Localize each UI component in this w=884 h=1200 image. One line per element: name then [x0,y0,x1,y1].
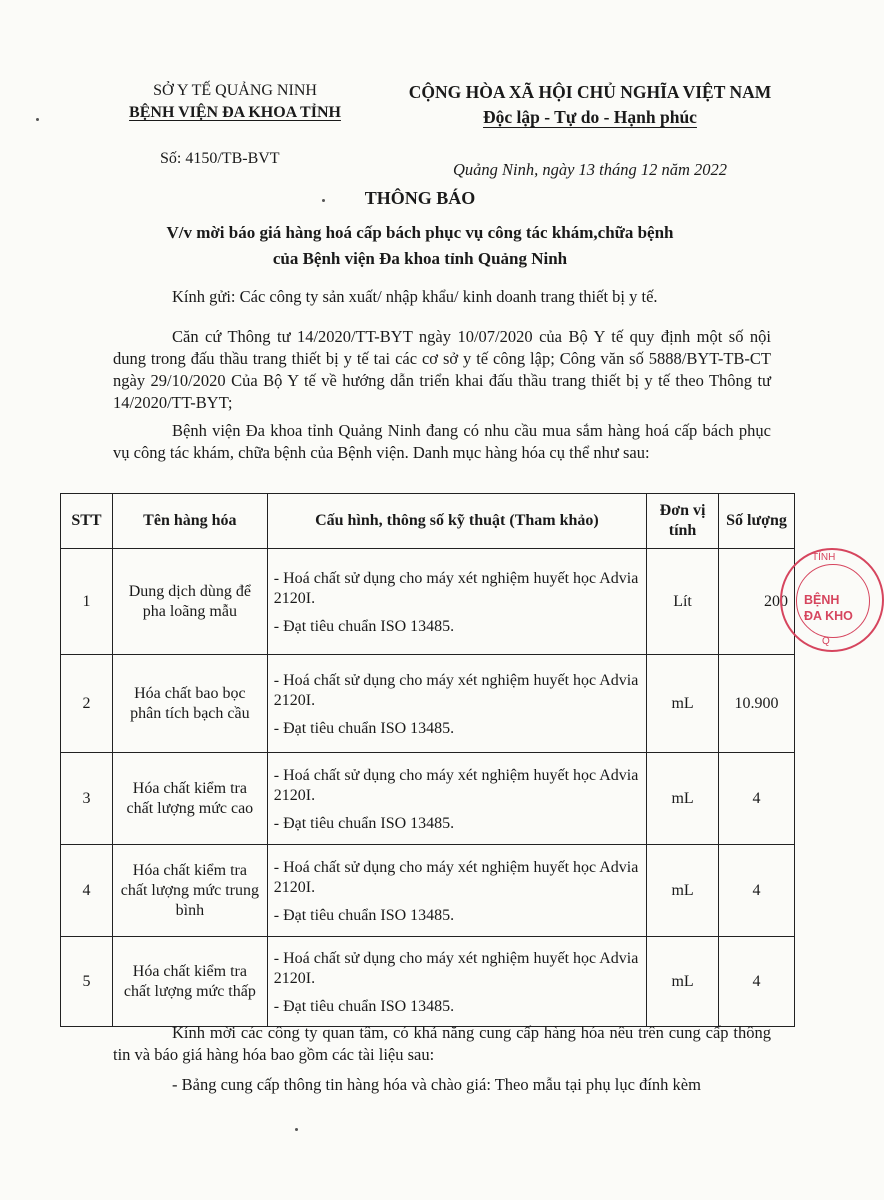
spec-line: - Đạt tiêu chuẩn ISO 13485. [273,617,455,635]
cell-unit: mL [647,845,719,937]
legal-basis-paragraph: Căn cứ Thông tư 14/2020/TT-BYT ngày 10/07/2020 của Bộ Y tế quy định một số nội dung trong đấu thầu trang thiết bị y tế tai các cơ sở y tế công lập; Công văn số 5888/BYT-TB-CT ngày 29/10/2020 Của Bộ Y tế về hướng dẫn triển khai đấu thầu trang thiết bị y tế theo Thông tư 14/2020/TT-BYT; [113,327,771,412]
document-number: Số: 4150/TB-BVT [160,150,280,167]
agency-name: SỞ Y TẾ QUẢNG NINH [153,82,317,99]
seal-line-1: BỆNH [804,593,840,607]
seal-line-2: ĐA KHO [804,609,853,623]
table-row [61,549,795,655]
cell-qty: 200 [719,549,795,655]
invitation-paragraph: Kính mời các công ty quan tâm, có khả năng cung cấp hàng hóa nêu trên cung cấp thông tin và báo giá hàng hóa bao gồm các tài liệu sau: [113,1023,771,1064]
official-seal [780,548,884,652]
spec-line: - Đạt tiêu chuẩn ISO 13485. [273,814,455,832]
issuer-block [100,80,370,124]
cell-unit: mL [647,753,719,845]
cell-spec [267,937,646,1027]
cell-stt: 1 [61,549,113,655]
cell-spec [267,655,646,753]
header-spec: Cấu hình, thông số kỹ thuật (Tham khảo) [267,494,646,549]
header-qty: Số lượng [719,494,795,549]
document-title: THÔNG BÁO [364,188,476,208]
cell-stt: 5 [61,937,113,1027]
cell-qty: 4 [719,937,795,1027]
scan-speck [295,1128,298,1131]
spec-line: - Hoá chất sử dụng cho máy xét nghiệm huyết học Advia 2120I. [273,858,639,896]
seal-top-text: TỈNH [812,552,836,563]
national-motto: Độc lập - Tự do - Hạnh phúc [483,107,697,127]
hospital-name: BỆNH VIỆN ĐA KHOA TỈNH [129,104,341,121]
spec-line: - Hoá chất sử dụng cho máy xét nghiệm huyết học Advia 2120I. [273,671,639,709]
spec-line: - Hoá chất sử dụng cho máy xét nghiệm huyết học Advia 2120I. [273,949,639,987]
table-row [61,937,795,1027]
table-row [61,845,795,937]
cell-name: Hóa chất kiểm tra chất lượng mức trung bình [112,845,267,937]
cell-unit: mL [647,937,719,1027]
subtitle-line-2: của Bệnh viện Đa khoa tỉnh Quảng Ninh [272,249,568,268]
cell-name: Hóa chất kiểm tra chất lượng mức thấp [112,937,267,1027]
header-unit: Đơn vị tính [647,494,719,549]
spec-line: - Đạt tiêu chuẩn ISO 13485. [273,997,455,1015]
document-list-item: - Bảng cung cấp thông tin hàng hóa và chào giá: Theo mẫu tại phụ lục đính kèm [172,1075,701,1094]
cell-qty: 4 [719,753,795,845]
header-stt: STT [61,494,113,549]
cell-stt: 4 [61,845,113,937]
table-row [61,753,795,845]
spec-line: - Hoá chất sử dụng cho máy xét nghiệm huyết học Advia 2120I. [273,569,639,607]
country-name: CỘNG HÒA XÃ HỘI CHỦ NGHĨA VIỆT NAM [408,82,772,102]
goods-table [60,493,795,1027]
cell-qty: 10.900 [719,655,795,753]
cell-name: Hóa chất bao bọc phân tích bạch cầu [112,655,267,753]
cell-unit: mL [647,655,719,753]
scan-speck [322,199,325,202]
issue-date: Quảng Ninh, ngày 13 tháng 12 năm 2022 [452,160,728,179]
spec-line: - Đạt tiêu chuẩn ISO 13485. [273,719,455,737]
cell-spec [267,753,646,845]
cell-qty: 4 [719,845,795,937]
cell-stt: 2 [61,655,113,753]
national-heading [380,80,800,130]
scan-speck [36,118,39,121]
table-row [61,655,795,753]
spec-line: - Đạt tiêu chuẩn ISO 13485. [273,906,455,924]
cell-name: Dung dịch dùng để pha loãng mẫu [112,549,267,655]
demand-paragraph: Bệnh viện Đa khoa tỉnh Quảng Ninh đang có nhu cầu mua sắm hàng hoá cấp bách phục vụ công tác khám, chữa bệnh của Bệnh viện. Danh mục hàng hóa cụ thể như sau: [113,421,771,462]
table-header-row [61,494,795,549]
header-name: Tên hàng hóa [112,494,267,549]
seal-center-text [804,592,853,624]
seal-bottom-text: Q [822,636,830,647]
cell-stt: 3 [61,753,113,845]
cell-unit: Lít [647,549,719,655]
document-subtitle [0,220,840,272]
subtitle-line-1: V/v mời báo giá hàng hoá cấp bách phục vụ công tác khám,chữa bệnh [166,223,674,242]
cell-name: Hóa chất kiểm tra chất lượng mức cao [112,753,267,845]
recipient-line: Kính gửi: Các công ty sản xuất/ nhập khẩu/ kinh doanh trang thiết bị y tế. [172,287,658,306]
cell-spec [267,549,646,655]
cell-spec [267,845,646,937]
spec-line: - Hoá chất sử dụng cho máy xét nghiệm huyết học Advia 2120I. [273,766,639,804]
